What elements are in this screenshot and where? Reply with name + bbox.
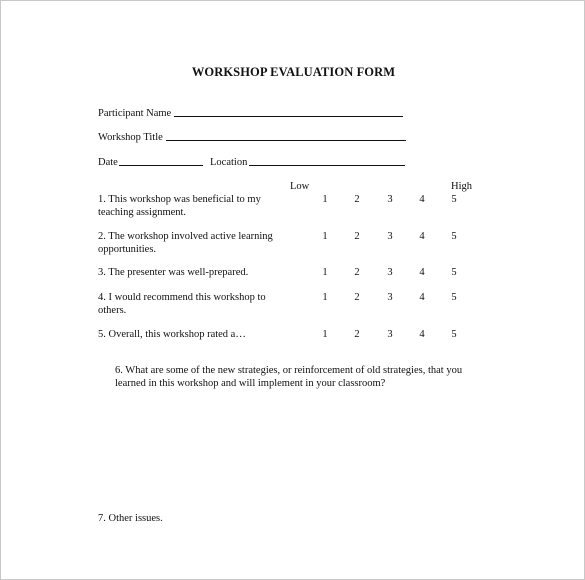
question-2-text: 2. The workshop involved active learning opportunities. bbox=[98, 231, 273, 255]
q5-rating-5[interactable]: 5 bbox=[451, 329, 457, 340]
q1-rating-2[interactable]: 2 bbox=[354, 194, 360, 205]
q4-rating-1[interactable]: 1 bbox=[322, 292, 328, 303]
question-4-text: 4. I would recommend this workshop to others. bbox=[98, 292, 266, 316]
q1-rating-5[interactable]: 5 bbox=[451, 194, 457, 205]
q3-rating-3[interactable]: 3 bbox=[387, 267, 393, 278]
participant-name-label: Participant Name bbox=[98, 108, 172, 119]
q3-rating-1[interactable]: 1 bbox=[322, 267, 328, 278]
participant-name-field[interactable] bbox=[174, 116, 403, 117]
question-3-text: 3. The presenter was well-prepared. bbox=[98, 267, 249, 278]
q4-rating-2[interactable]: 2 bbox=[354, 292, 360, 303]
q1-rating-1[interactable]: 1 bbox=[322, 194, 328, 205]
scale-high-label: High bbox=[451, 181, 472, 192]
q2-rating-3[interactable]: 3 bbox=[387, 231, 393, 242]
q5-rating-3[interactable]: 3 bbox=[387, 329, 393, 340]
question-7-text: 7. Other issues. bbox=[98, 513, 163, 524]
q3-rating-5[interactable]: 5 bbox=[451, 267, 457, 278]
q4-rating-5[interactable]: 5 bbox=[451, 292, 457, 303]
q4-rating-3[interactable]: 3 bbox=[387, 292, 393, 303]
q5-rating-4[interactable]: 4 bbox=[419, 329, 425, 340]
question-6-text: 6. What are some of the new strategies, or reinforcement of old strategies, that you learned in this workshop and will implement in your classroom? bbox=[115, 365, 463, 389]
q1-rating-3[interactable]: 3 bbox=[387, 194, 393, 205]
form-title: WORKSHOP EVALUATION FORM bbox=[191, 65, 396, 79]
question-5-text: 5. Overall, this workshop rated a… bbox=[98, 329, 246, 340]
workshop-title-label: Workshop Title bbox=[98, 132, 163, 143]
q2-rating-2[interactable]: 2 bbox=[354, 231, 360, 242]
workshop-title-field[interactable] bbox=[166, 140, 406, 141]
date-label: Date bbox=[98, 157, 118, 168]
q5-rating-2[interactable]: 2 bbox=[354, 329, 360, 340]
location-label: Location bbox=[210, 157, 248, 168]
q5-rating-1[interactable]: 1 bbox=[322, 329, 328, 340]
q2-rating-1[interactable]: 1 bbox=[322, 231, 328, 242]
q3-rating-4[interactable]: 4 bbox=[419, 267, 425, 278]
q2-rating-5[interactable]: 5 bbox=[451, 231, 457, 242]
location-field[interactable] bbox=[249, 165, 405, 166]
question-1-text: 1. This workshop was beneficial to my teaching assignment. bbox=[98, 194, 261, 218]
q3-rating-2[interactable]: 2 bbox=[354, 267, 360, 278]
scale-low-label: Low bbox=[290, 181, 310, 192]
q2-rating-4[interactable]: 4 bbox=[419, 231, 425, 242]
date-field[interactable] bbox=[119, 165, 203, 166]
q4-rating-4[interactable]: 4 bbox=[419, 292, 425, 303]
q1-rating-4[interactable]: 4 bbox=[419, 194, 425, 205]
